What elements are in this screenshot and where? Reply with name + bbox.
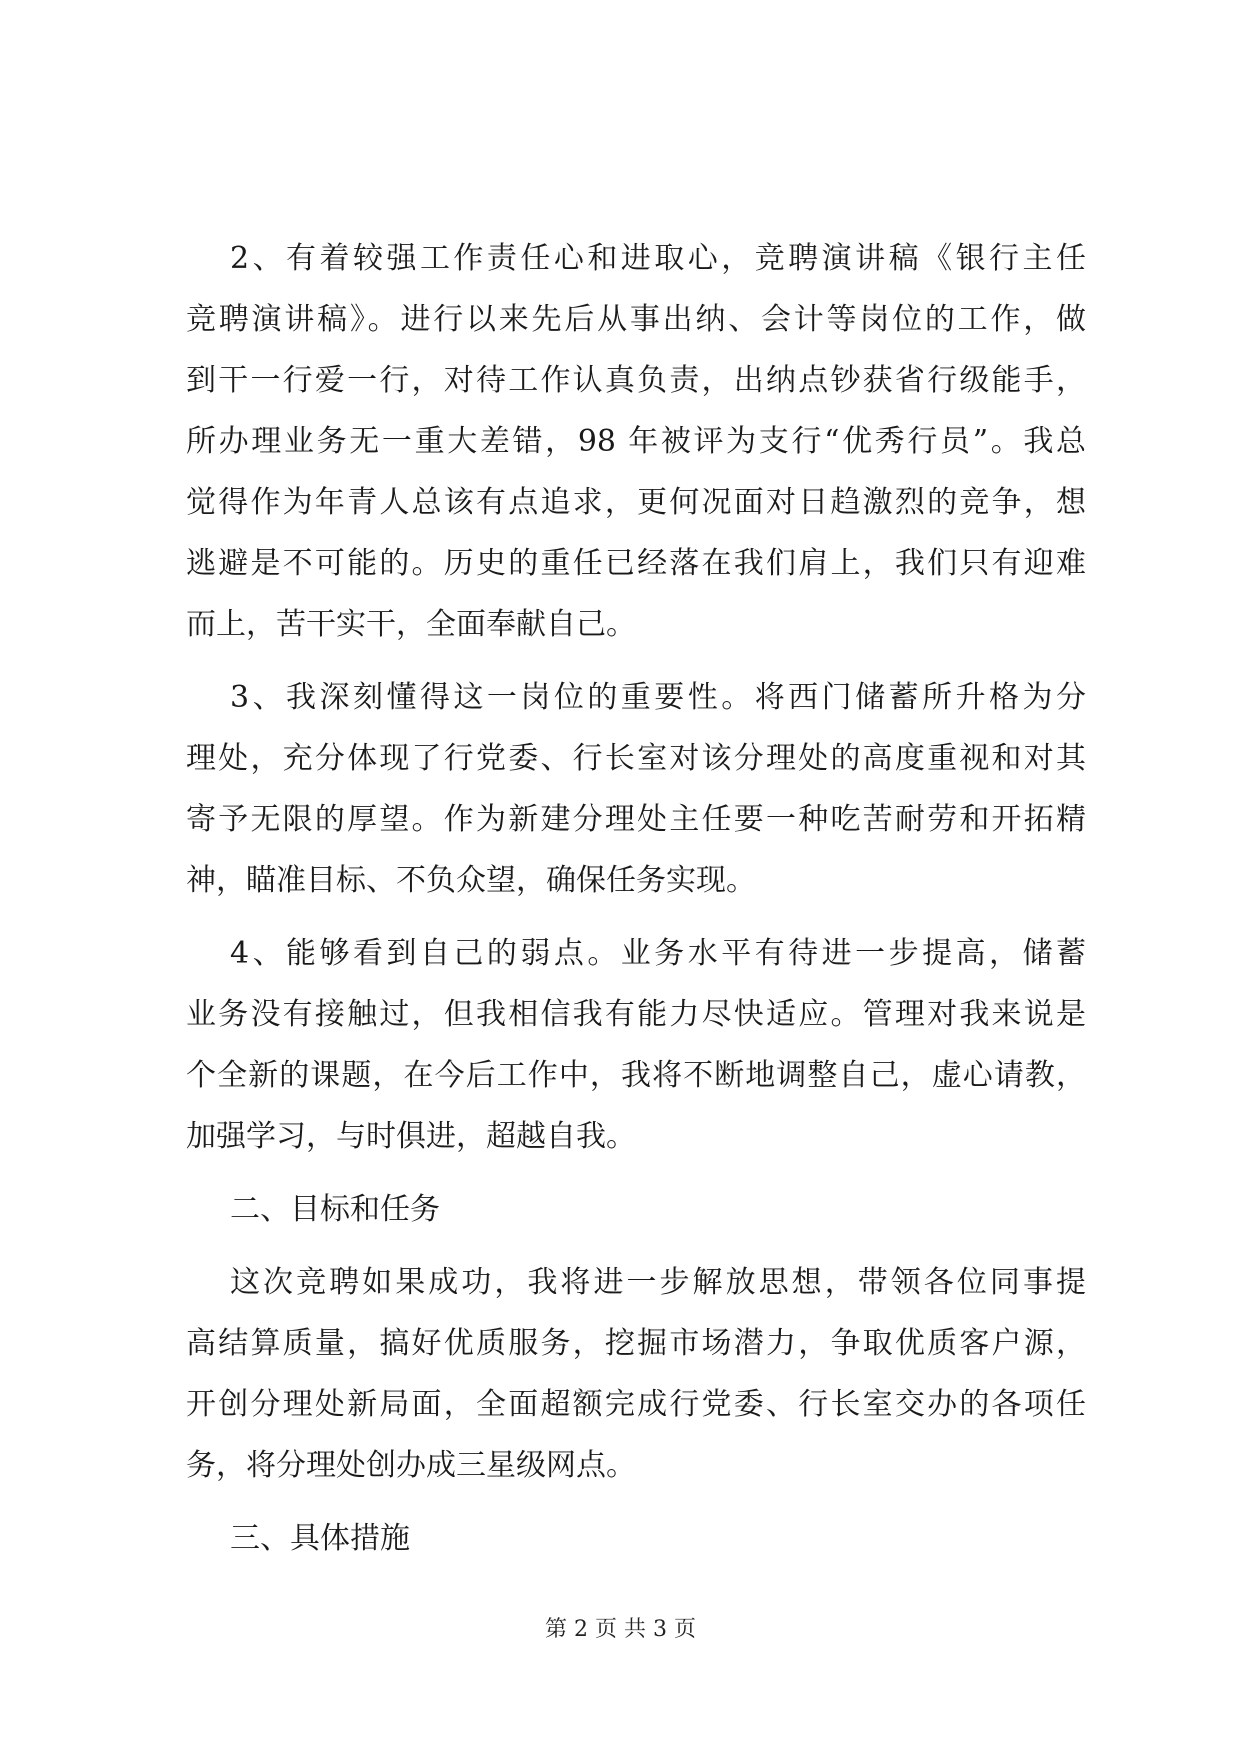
text-line: 寄予无限的厚望。作为新建分理处主任要一种吃苦耐劳和开拓精 <box>186 802 1086 837</box>
paragraph-qualification-4 <box>186 923 1086 1167</box>
text-line: 神，瞄准目标、不负众望，确保任务实现。 <box>186 863 756 898</box>
text-line: 觉得作为年青人总该有点追求，更何况面对日趋激烈的竞争，想 <box>186 485 1086 520</box>
text-line: 竞聘演讲稿》。进行以来先后从事出纳、会计等岗位的工作，做 <box>186 302 1086 337</box>
text-line: 务，将分理处创办成三星级网点。 <box>186 1448 636 1483</box>
text-line: 3、我深刻懂得这一岗位的重要性。将西门储蓄所升格为分 <box>230 680 1086 715</box>
text-line: 2、有着较强工作责任心和进取心，竞聘演讲稿《银行主任 <box>230 241 1086 276</box>
section-heading-measures: 三、具体措施 <box>230 1521 410 1556</box>
text-line: 高结算质量，搞好优质服务，挖掘市场潜力，争取优质客户源， <box>186 1326 1086 1361</box>
paragraph-qualification-2 <box>186 228 1086 655</box>
text-line: 而上，苦干实干，全面奉献自己。 <box>186 607 636 642</box>
text-line: 到干一行爱一行，对待工作认真负责，出纳点钞获省行级能手， <box>186 363 1086 398</box>
text-line: 加强学习，与时俱进，超越自我。 <box>186 1119 636 1154</box>
text-line: 理处，充分体现了行党委、行长室对该分理处的高度重视和对其 <box>186 741 1086 776</box>
text-line: 所办理业务无一重大差错，98 年被评为支行“优秀行员”。我总 <box>186 424 1086 459</box>
text-line: 个全新的课题，在今后工作中，我将不断地调整自己，虚心请教， <box>186 1058 1086 1093</box>
text-line: 逃避是不可能的。历史的重任已经落在我们肩上，我们只有迎难 <box>186 546 1086 581</box>
text-line: 4、能够看到自己的弱点。业务水平有待进一步提高，储蓄 <box>230 936 1086 971</box>
page-number-footer: 第 2 页 共 3 页 <box>545 1617 696 1642</box>
paragraph-qualification-3 <box>186 667 1086 911</box>
text-line: 这次竞聘如果成功，我将进一步解放思想，带领各位同事提 <box>230 1265 1086 1300</box>
document-body <box>186 228 1086 1569</box>
text-line: 业务没有接触过，但我相信我有能力尽快适应。管理对我来说是 <box>186 997 1086 1032</box>
section-heading-goals: 二、目标和任务 <box>230 1192 440 1227</box>
text-line: 开创分理处新局面，全面超额完成行党委、行长室交办的各项任 <box>186 1387 1086 1422</box>
paragraph-goals <box>186 1252 1086 1496</box>
